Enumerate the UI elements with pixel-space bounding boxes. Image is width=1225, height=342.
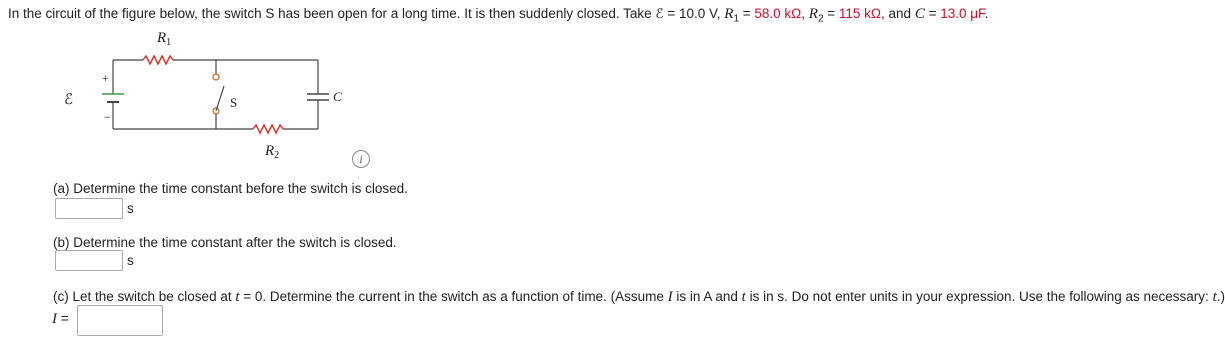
info-icon[interactable]: i: [352, 150, 370, 168]
part-b-question: (b) Determine the time constant after the switch is closed.: [53, 235, 397, 250]
switch-label: S: [230, 95, 238, 110]
r2-value: 115 kΩ: [838, 6, 882, 21]
plus-sign: +: [102, 71, 109, 85]
emf-label: ℰ: [64, 92, 74, 108]
switch-blade: [216, 86, 224, 111]
part-b-unit: s: [127, 253, 134, 268]
r1-label: R: [157, 30, 167, 46]
switch-contact-top: [213, 74, 219, 80]
part-c-question: (c) Let the switch be closed at t = 0. Determine the current in the switch as a function of time. (Assume I is in A and t is in s. Do not enter units in your expression. Use the following as necessary: t.): [53, 289, 1225, 305]
part-a-answer-input[interactable]: [55, 198, 123, 219]
r2-label: R: [265, 143, 275, 159]
svg-text:R1: $R_1$: [157, 30, 172, 48]
minus-sign: −: [104, 110, 111, 124]
current-label: I =: [52, 311, 69, 327]
part-b-answer-input[interactable]: [55, 250, 123, 271]
problem-statement: In the circuit of the figure below, the switch S has been open for a long time. It is then suddenly closed. Take ℰ = 10.0 V, $R_1 = 58.0$ kΩ, $R_2 = 115$ kΩ, and C = 13.0 μF.: [8, 6, 989, 25]
part-a-question: (a) Determine the time constant before the switch is closed.: [53, 181, 408, 196]
capacitor-label: C: [333, 89, 342, 104]
resistor-r2: [253, 125, 283, 133]
c-value: 13.0 μF: [940, 6, 985, 21]
circuit-diagram: [40, 28, 360, 168]
part-c-answer-input[interactable]: [77, 305, 163, 336]
r1-value: 58.0 kΩ: [754, 6, 802, 21]
svg-text:R2: $R_2$: [265, 143, 280, 161]
resistor-r1: [143, 56, 173, 64]
part-a-unit: s: [127, 201, 134, 216]
